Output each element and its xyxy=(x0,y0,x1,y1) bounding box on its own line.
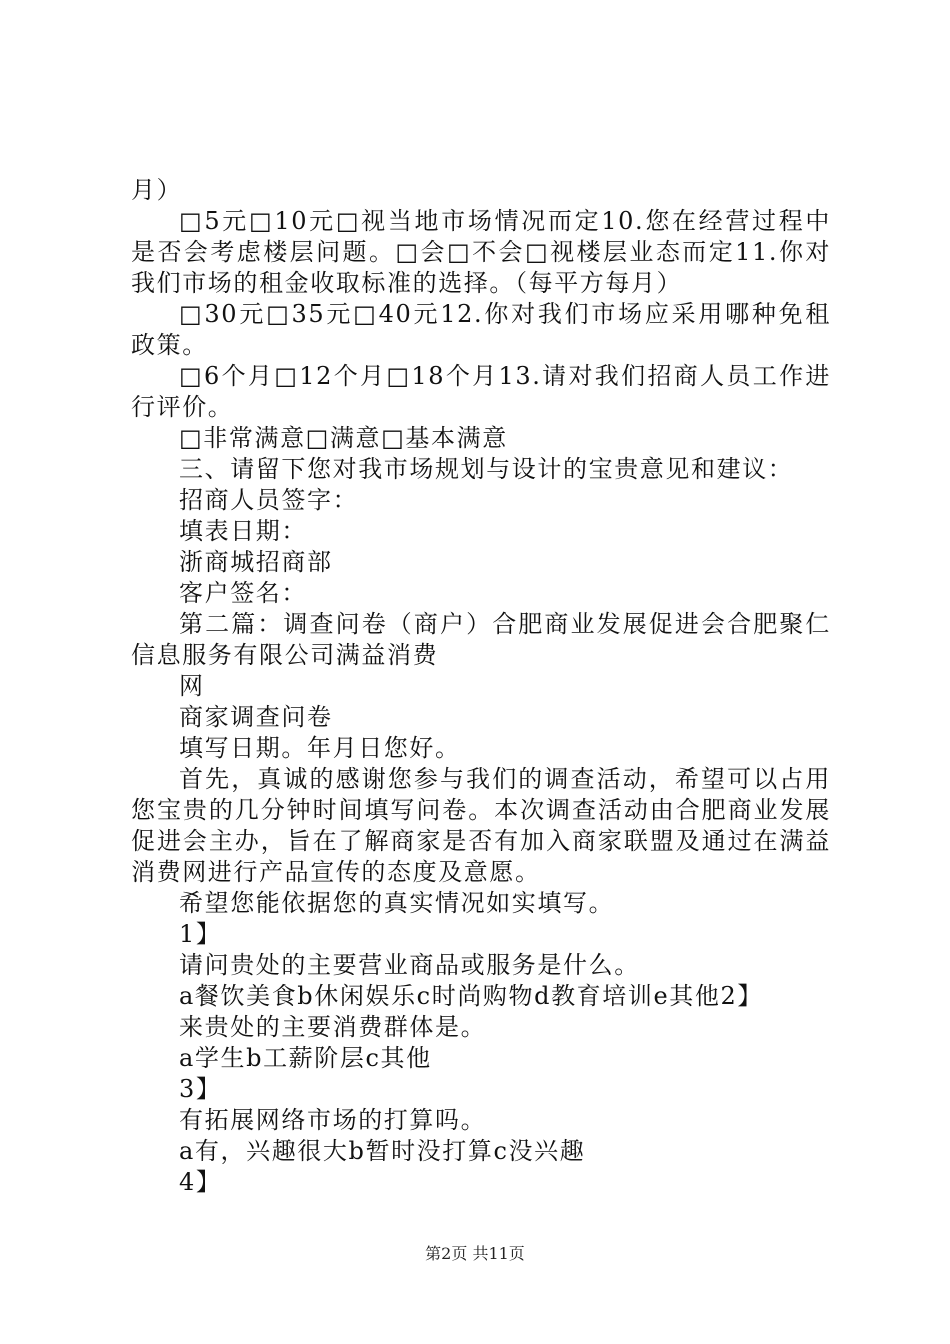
paragraph: 有拓展网络市场的打算吗。 xyxy=(179,1106,487,1134)
paragraph: 来贵处的主要消费群体是。 xyxy=(179,1013,487,1041)
paragraph: 1】 xyxy=(179,920,222,948)
document-body xyxy=(131,175,831,1198)
paragraph: 希望您能依据您的真实情况如实填写。 xyxy=(179,889,615,917)
paragraph: 招商人员签字： xyxy=(179,486,359,514)
paragraph: □非常满意□满意□基本满意 xyxy=(179,424,508,452)
paragraph: □6个月□12个月□18个月13.请对我们招商人员工作进行评价。 xyxy=(131,362,831,421)
paragraph: 首先，真诚的感谢您参与我们的调查活动，希望可以占用您宝贵的几分钟时间填写问卷。本次调查活动由合肥商业发展促进会主办，旨在了解商家是否有加入商家联盟及通过在满益消费网进行产品宣传的态度及意愿。 xyxy=(131,765,831,886)
paragraph: 4】 xyxy=(179,1168,222,1196)
paragraph: 三、请留下您对我市场规划与设计的宝贵意见和建议： xyxy=(179,455,794,483)
paragraph: 填表日期： xyxy=(179,517,307,545)
paragraph: □5元□10元□视当地市场情况而定10.您在经营过程中是否会考虑楼层问题。□会□不会□视楼层业态而定11.你对我们市场的租金收取标准的选择。（每平方每月） xyxy=(131,207,831,297)
paragraph: 3】 xyxy=(179,1075,222,1103)
page-number-footer: 第2页 共11页 xyxy=(425,1244,525,1263)
paragraph: 商家调查问卷 xyxy=(179,703,333,731)
paragraph: 网 xyxy=(179,672,205,700)
paragraph: 客户签名： xyxy=(179,579,307,607)
paragraph: □30元□35元□40元12.你对我们市场应采用哪种免租政策。 xyxy=(131,300,831,359)
paragraph: a有，兴趣很大b暂时没打算c没兴趣 xyxy=(179,1137,586,1165)
paragraph: 填写日期。年月日您好。 xyxy=(179,734,461,762)
paragraph: 月） xyxy=(131,176,183,204)
paragraph: 浙商城招商部 xyxy=(179,548,333,576)
paragraph: 第二篇：调查问卷（商户）合肥商业发展促进会合肥聚仁信息服务有限公司满益消费 xyxy=(131,610,831,669)
paragraph: 请问贵处的主要营业商品或服务是什么。 xyxy=(179,951,640,979)
paragraph: a学生b工薪阶层c其他 xyxy=(179,1044,432,1072)
paragraph: a餐饮美食b休闲娱乐c时尚购物d教育培训e其他2】 xyxy=(179,982,763,1010)
